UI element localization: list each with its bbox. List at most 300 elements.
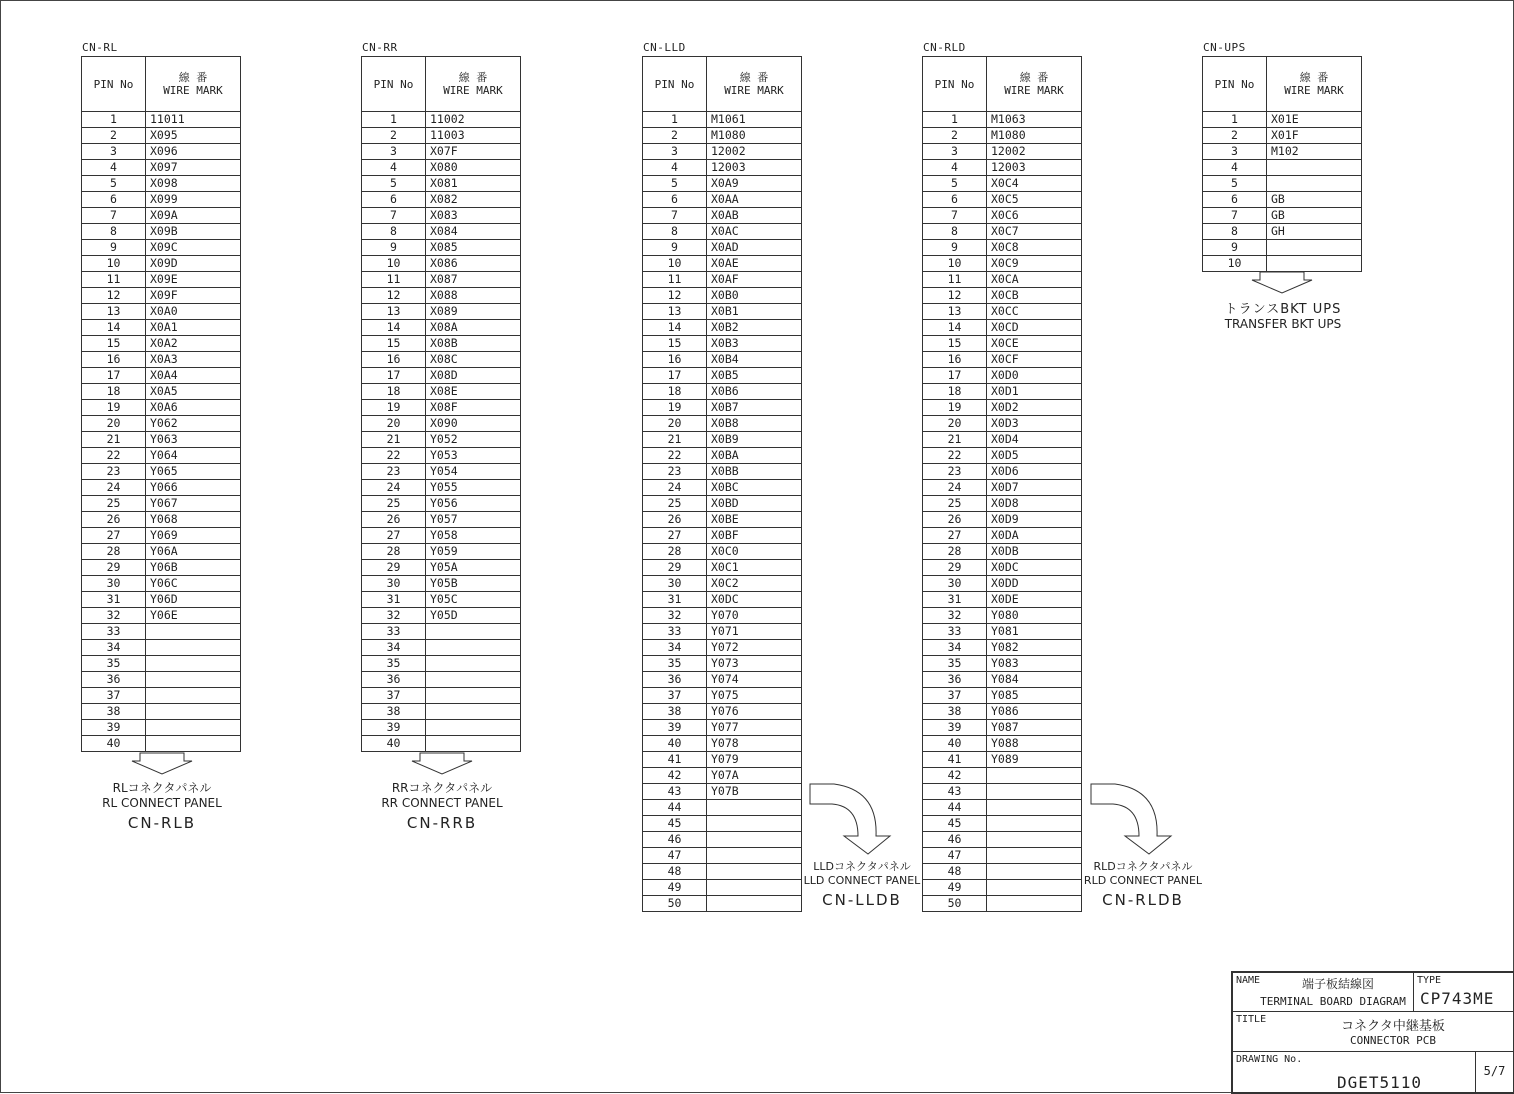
table-row [643,256,802,272]
pin-number: 2 [1203,128,1267,144]
table-row [362,256,521,272]
wire-mark: X0A0 [146,304,241,320]
wire-mark: X095 [146,128,241,144]
pin-number: 11 [643,272,707,288]
table-row [923,304,1082,320]
table-row [643,752,802,768]
annotation-code: CN-RLDB [1102,891,1184,909]
wire-mark: Y05D [426,608,521,624]
wire-mark: X0DC [707,592,802,608]
wire-mark: X0AE [707,256,802,272]
table-row [362,512,521,528]
wire-mark: Y074 [707,672,802,688]
pin-number: 28 [643,544,707,560]
table-row [362,720,521,736]
pin-number: 48 [643,864,707,880]
table-row [362,544,521,560]
pin-number: 26 [923,512,987,528]
pin-number: 46 [643,832,707,848]
pin-number: 23 [643,464,707,480]
annotation-en: RLD CONNECT PANEL [1083,874,1203,887]
wire-mark: Y05B [426,576,521,592]
wire-mark [707,832,802,848]
wire-mark: X09D [146,256,241,272]
table-row [1203,144,1362,160]
table-row [362,416,521,432]
wire-mark: X0D2 [987,400,1082,416]
table-row [923,112,1082,128]
annotation-jp: RLDコネクタパネル [1093,860,1193,873]
pin-number: 44 [643,800,707,816]
pin-number: 19 [82,400,146,416]
pin-number: 8 [923,224,987,240]
wire-mark [987,800,1082,816]
wire-mark [1267,240,1362,256]
table-row [923,576,1082,592]
pin-number: 36 [362,672,426,688]
wire-mark [987,816,1082,832]
table-row [362,608,521,624]
wire-mark: M102 [1267,144,1362,160]
wire-mark-header-en: WIRE MARK [1004,84,1064,97]
wire-mark: X089 [426,304,521,320]
table-row [362,480,521,496]
pin-number: 19 [362,400,426,416]
pin-number: 38 [643,704,707,720]
table-row [362,288,521,304]
table-row [923,528,1082,544]
pin-number: 8 [1203,224,1267,240]
wire-mark: X0A3 [146,352,241,368]
wire-mark: X08F [426,400,521,416]
table-row [643,640,802,656]
table-row [923,224,1082,240]
table-row [643,592,802,608]
wire-mark: X0D3 [987,416,1082,432]
wire-mark-header-en: WIRE MARK [163,84,223,97]
table-row [923,688,1082,704]
wire-mark-header [426,57,521,112]
table-row [923,448,1082,464]
wire-mark [146,688,241,704]
wire-mark: X0C1 [707,560,802,576]
pin-number: 24 [82,480,146,496]
pin-number: 49 [643,880,707,896]
wire-mark: X0B0 [707,288,802,304]
pin-number: 31 [362,592,426,608]
wire-mark: 12002 [707,144,802,160]
drawing-cell [1232,1051,1476,1093]
wire-mark: Y068 [146,512,241,528]
table-row [362,112,521,128]
pin-number: 49 [923,880,987,896]
wire-mark: M1063 [987,112,1082,128]
pin-number: 1 [82,112,146,128]
pin-number: 30 [82,576,146,592]
pin-number: 6 [82,192,146,208]
wire-mark: Y056 [426,496,521,512]
pin-number: 50 [923,896,987,912]
pin-number: 42 [643,768,707,784]
wire-mark: X01F [1267,128,1362,144]
wire-mark: Y080 [987,608,1082,624]
pin-number: 27 [362,528,426,544]
wire-mark-header [146,57,241,112]
table-row [362,528,521,544]
table-row [82,480,241,496]
table-row [923,464,1082,480]
pin-number: 12 [923,288,987,304]
title-block [1231,971,1514,1094]
pin-number: 33 [923,624,987,640]
table-row [643,240,802,256]
pin-number: 8 [362,224,426,240]
pin-number: 24 [923,480,987,496]
annotation-code: CN-LLDB [822,891,902,909]
table-row [82,448,241,464]
table-row [362,624,521,640]
table-row [643,496,802,512]
wire-mark: X0CA [987,272,1082,288]
wire-mark: X0AA [707,192,802,208]
table-row [362,208,521,224]
wire-mark: X0D0 [987,368,1082,384]
wire-mark [426,704,521,720]
table-row [923,864,1082,880]
wire-mark: X0A5 [146,384,241,400]
pin-number: 26 [82,512,146,528]
wire-mark: X0C8 [987,240,1082,256]
table-row [643,416,802,432]
pin-number: 6 [362,192,426,208]
table-row [643,272,802,288]
pin-header: PIN No [82,57,146,112]
pin-number: 9 [923,240,987,256]
table-row [923,896,1082,912]
table-row [362,688,521,704]
pin-number: 26 [643,512,707,528]
pin-number: 35 [362,656,426,672]
pin-number: 35 [643,656,707,672]
table-row [1203,192,1362,208]
table-row [923,880,1082,896]
wire-mark: X082 [426,192,521,208]
pin-number: 3 [362,144,426,160]
wire-mark [987,784,1082,800]
table-row [643,112,802,128]
table-row [643,512,802,528]
pin-number: 6 [1203,192,1267,208]
table-row [923,128,1082,144]
down-arrow-icon [410,752,474,776]
wire-mark: X0CF [987,352,1082,368]
table-row [923,800,1082,816]
pin-number: 36 [643,672,707,688]
table-row [643,800,802,816]
wire-mark: Y057 [426,512,521,528]
table-row [362,656,521,672]
wire-mark-header-jp: 線 番 [1019,71,1049,84]
pin-number: 20 [923,416,987,432]
table-header-row [82,57,241,112]
pin-number: 23 [82,464,146,480]
table-row [643,352,802,368]
wire-mark: X0D7 [987,480,1082,496]
wire-mark: Y06B [146,560,241,576]
table-row [82,288,241,304]
pin-number: 25 [923,496,987,512]
wire-mark: X08C [426,352,521,368]
table-row [923,272,1082,288]
wire-mark-header-jp: 線 番 [739,71,769,84]
pin-number: 17 [82,368,146,384]
pin-number: 31 [923,592,987,608]
table-row [643,528,802,544]
table-row [923,544,1082,560]
wire-mark: Y082 [987,640,1082,656]
table-row [643,576,802,592]
pin-number: 4 [362,160,426,176]
table-row [82,720,241,736]
pin-number: 3 [923,144,987,160]
pin-number: 6 [923,192,987,208]
annotation-lld [802,858,922,909]
pin-number: 12 [643,288,707,304]
wire-mark: X0CB [987,288,1082,304]
wire-mark: M1061 [707,112,802,128]
name-jp: 端子板結線図 [1301,977,1374,991]
table-row [362,432,521,448]
wire-mark: X0B7 [707,400,802,416]
pin-number: 27 [643,528,707,544]
connector-table-cn-rr [361,56,521,752]
wire-mark: Y06E [146,608,241,624]
wire-mark: Y062 [146,416,241,432]
pin-number: 27 [923,528,987,544]
wire-mark: X097 [146,160,241,176]
wire-mark: Y087 [987,720,1082,736]
pin-number: 11 [923,272,987,288]
wire-mark: X08E [426,384,521,400]
table-row [923,240,1082,256]
pin-number: 7 [1203,208,1267,224]
pin-number: 47 [923,848,987,864]
pin-number: 4 [1203,160,1267,176]
table-row [362,144,521,160]
table-row [643,784,802,800]
wire-mark: X09A [146,208,241,224]
pin-number: 16 [643,352,707,368]
pin-number: 29 [923,560,987,576]
wire-mark: X0C7 [987,224,1082,240]
type-label: TYPE [1417,975,1442,986]
pin-number: 25 [82,496,146,512]
wire-mark: Y085 [987,688,1082,704]
pin-number: 39 [82,720,146,736]
annotation-en: LLD CONNECT PANEL [803,874,921,887]
table-row [923,672,1082,688]
wire-mark: X0DA [987,528,1082,544]
pin-number: 20 [643,416,707,432]
wire-mark: Y071 [707,624,802,640]
pin-number: 16 [923,352,987,368]
table-row [82,544,241,560]
wire-mark [146,736,241,752]
table-row [362,448,521,464]
wire-mark-header-jp: 線 番 [1299,71,1329,84]
table-row [923,192,1082,208]
pin-number: 22 [362,448,426,464]
title-en: CONNECTOR PCB [1349,1034,1437,1047]
table-row [923,592,1082,608]
table-row [82,368,241,384]
table-row [82,464,241,480]
annotation-ups [1203,298,1363,331]
pin-number: 34 [362,640,426,656]
wire-mark [707,864,802,880]
wire-mark: Y063 [146,432,241,448]
pin-number: 27 [82,528,146,544]
table-row [923,736,1082,752]
wire-mark: X090 [426,416,521,432]
pin-number: 15 [82,336,146,352]
wire-mark: Y06D [146,592,241,608]
table-label-cn-ups: CN-UPS [1203,41,1246,54]
wire-mark: X080 [426,160,521,176]
table-row [362,272,521,288]
pin-number: 1 [1203,112,1267,128]
table-row [82,256,241,272]
wire-mark: X0CE [987,336,1082,352]
table-row [643,160,802,176]
wire-mark: X08A [426,320,521,336]
wire-mark: Y05A [426,560,521,576]
pin-number: 17 [923,368,987,384]
wire-mark: X0C0 [707,544,802,560]
wire-mark: X0D6 [987,464,1082,480]
table-row [923,784,1082,800]
table-row [643,720,802,736]
pin-number: 50 [643,896,707,912]
down-arrow-icon [130,752,194,776]
wire-mark-header-en: WIRE MARK [1284,84,1344,97]
wire-mark-header-jp: 線 番 [458,71,488,84]
connector-table-cn-lld [642,56,802,912]
table-row [82,688,241,704]
table-row [82,416,241,432]
wire-mark: X0A6 [146,400,241,416]
pin-number: 19 [923,400,987,416]
table-row [362,368,521,384]
wire-mark [146,672,241,688]
wire-mark: GB [1267,192,1362,208]
wire-mark: Y079 [707,752,802,768]
wire-mark: X08B [426,336,521,352]
wire-mark: X0DC [987,560,1082,576]
table-row [923,208,1082,224]
pin-number: 34 [923,640,987,656]
wire-mark-header [987,57,1082,112]
annotation-rl [82,779,242,832]
wire-mark: Y066 [146,480,241,496]
table-row [643,608,802,624]
table-row [82,304,241,320]
table-row [923,256,1082,272]
table-row [1203,224,1362,240]
table-row [643,336,802,352]
wire-mark: Y064 [146,448,241,464]
wire-mark [987,832,1082,848]
pin-number: 17 [643,368,707,384]
pin-number: 12 [362,288,426,304]
pin-number: 3 [1203,144,1267,160]
pin-number: 15 [643,336,707,352]
wire-mark: X0C9 [987,256,1082,272]
wire-mark [426,624,521,640]
table-row [362,736,521,752]
table-row [82,672,241,688]
table-row [923,288,1082,304]
table-row [362,224,521,240]
wire-mark: X0AC [707,224,802,240]
wire-mark: 11003 [426,128,521,144]
annotation-jp: RLコネクタパネル [112,781,212,795]
pin-number: 35 [82,656,146,672]
wire-mark: X081 [426,176,521,192]
table-row [923,848,1082,864]
wire-mark-header [1267,57,1362,112]
pin-number: 6 [643,192,707,208]
wire-mark: X0B5 [707,368,802,384]
wire-mark: Y06C [146,576,241,592]
pin-number: 29 [82,560,146,576]
pin-number: 11 [82,272,146,288]
wire-mark [426,672,521,688]
wire-mark: X083 [426,208,521,224]
wire-mark: X07F [426,144,521,160]
pin-number: 47 [643,848,707,864]
wire-mark: X0AD [707,240,802,256]
table-row [643,448,802,464]
pin-number: 41 [923,752,987,768]
table-row [923,656,1082,672]
wire-mark: X0D8 [987,496,1082,512]
wire-mark: X09B [146,224,241,240]
pin-number: 1 [923,112,987,128]
table-row [82,608,241,624]
table-row [82,704,241,720]
type-value: CP743ME [1420,989,1495,1008]
table-row [362,592,521,608]
pin-number: 30 [362,576,426,592]
pin-number: 18 [643,384,707,400]
table-row [923,176,1082,192]
table-row [82,512,241,528]
annotation-rr [362,779,522,832]
wire-mark [1267,256,1362,272]
table-row [923,144,1082,160]
table-row [923,160,1082,176]
wire-mark: Y054 [426,464,521,480]
table-row [362,496,521,512]
wire-mark [707,816,802,832]
name-label: NAME [1236,975,1261,986]
name-en: TERMINAL BOARD DIAGRAM [1260,995,1406,1008]
wire-mark: X0A2 [146,336,241,352]
pin-number: 37 [923,688,987,704]
wire-mark: X098 [146,176,241,192]
pin-number: 9 [643,240,707,256]
